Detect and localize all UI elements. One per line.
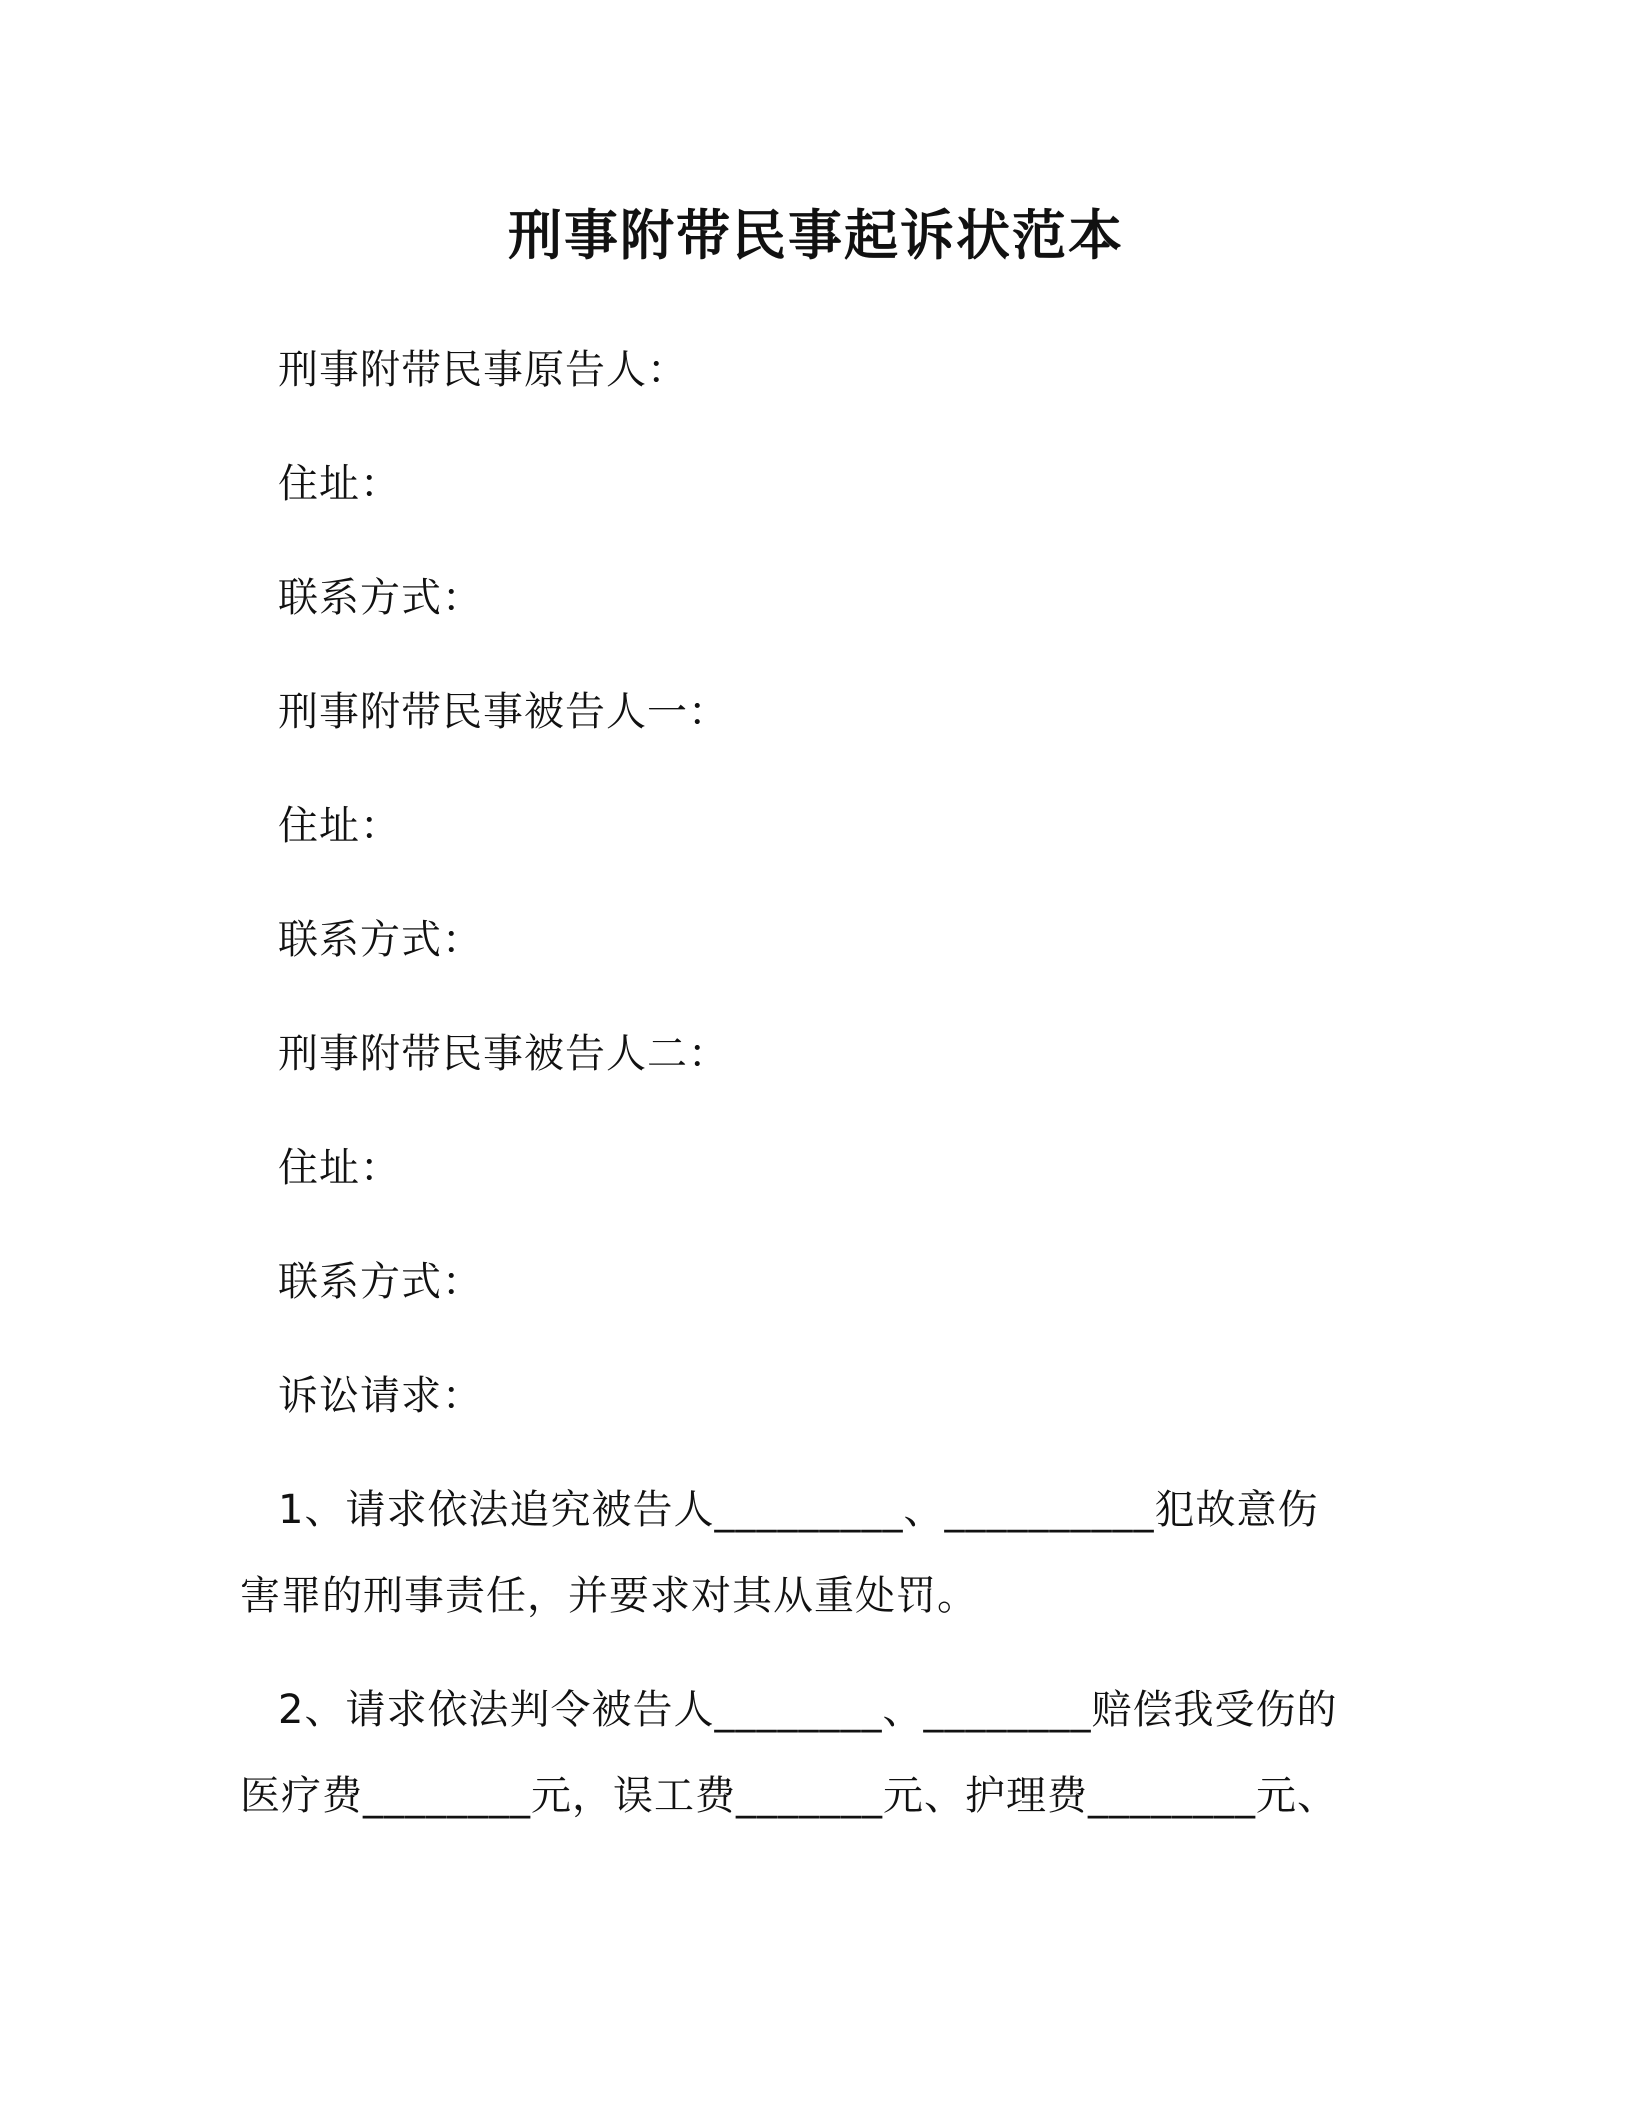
claim-1-line-1: 1、请求依法追究被告人_________、__________犯故意伤 — [278, 1487, 1319, 1533]
document-title: 刑事附带民事起诉状范本 — [508, 204, 1124, 267]
claim-2-line-2: 医疗费________元，误工费_______元、护理费________元、 — [240, 1773, 1338, 1819]
defendant-two-contact-label: 联系方式： — [278, 1259, 483, 1305]
plaintiff-contact-label: 联系方式： — [278, 575, 483, 621]
claims-heading: 诉讼请求： — [278, 1373, 483, 1419]
claim-1-line-2: 害罪的刑事责任，并要求对其从重处罚。 — [240, 1573, 978, 1619]
defendant-one-address-label: 住址： — [278, 803, 401, 849]
plaintiff-label: 刑事附带民事原告人： — [278, 347, 688, 393]
claim-2-line-1: 2、请求依法判令被告人________、________赔偿我受伤的 — [278, 1687, 1338, 1733]
defendant-one-label: 刑事附带民事被告人一： — [278, 689, 729, 735]
defendant-two-address-label: 住址： — [278, 1145, 401, 1191]
defendant-two-label: 刑事附带民事被告人二： — [278, 1031, 729, 1077]
plaintiff-address-label: 住址： — [278, 461, 401, 507]
defendant-one-contact-label: 联系方式： — [278, 917, 483, 963]
